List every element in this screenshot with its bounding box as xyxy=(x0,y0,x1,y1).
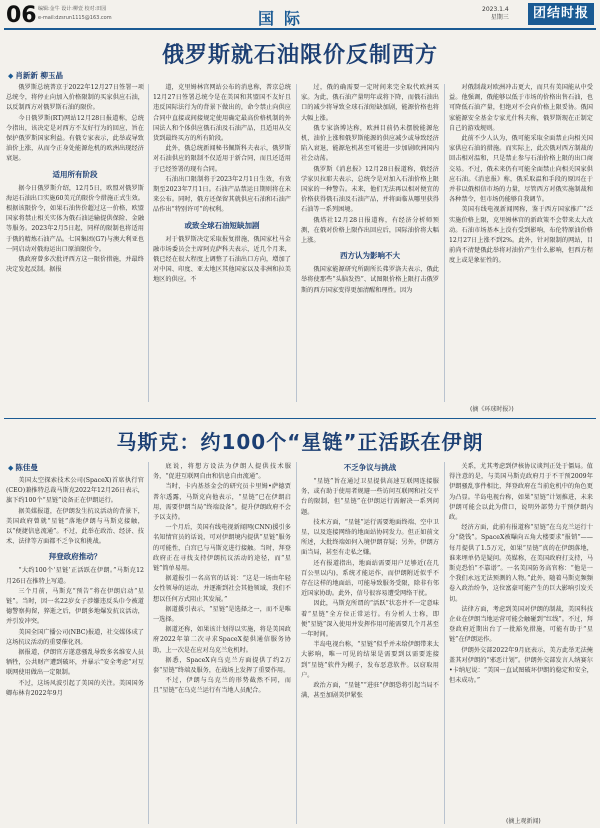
article2-source: (摘上观新闻) xyxy=(506,818,541,825)
paragraph: 俄国家能源研究所副所长弗罗洛夫表示，俄此举将使那些“头脑发热”、试图限价格上限打击俄罗斯的西方国家变得更加清醒和理性。因为 xyxy=(301,266,439,294)
page-number: 06 xyxy=(6,3,37,28)
paragraph: “大约100个‘星链’正活跃在伊朗。”马斯克12月26日在推特上写道。 xyxy=(6,567,144,585)
paragraph: 道，克里姆林宫网站公布的消息称，普京总统12月27日签署总统令是在美国和其盟国不友好且违反国际法行为的背景下做出的，命令禁止向供应合同中直接或间接规定使用确定最高价格机制的外国法人和个体供应俄石油及石油产品，且适用从交货到最终买方的所有阶段。 xyxy=(153,84,291,143)
paragraph: 据悉，SpaceX向乌克兰方面提供了约2万套“星链”终端及服务，在战场上发挥了重要作用。 xyxy=(153,656,291,675)
article2-column-4 xyxy=(449,462,593,814)
weekday-text: 星期三 xyxy=(490,14,509,21)
article1-column-1 xyxy=(6,83,144,405)
paragraph: 半岛电视台称，“星链”似乎并未给伊朗带来太大影响，唯一可见的结果是需要到以需要连接到“星链”软件为幌子，发布恶意软件。以窃取用户。 xyxy=(301,641,439,679)
contact-email: e-mail:dzsrun1115@163.com xyxy=(38,15,112,21)
article2-column-2 xyxy=(153,462,291,824)
column-divider xyxy=(444,84,445,402)
paragraph: 不过，这场风波引起了美国的关注。美国国务卿布林肯2022年9月 xyxy=(6,679,144,697)
article1-headline: 俄罗斯就石油限价反制西方 xyxy=(161,43,438,68)
section-subheading: 或致全球石油短缺加剧 xyxy=(184,220,260,230)
paragraph: 政治方面，“星链”“进驻”伊朗恐将引起当局不满，甚至加剧美伊紧张 xyxy=(301,682,439,700)
paragraph: 俄塔社12月28日报道称，有经济分析师预测，在俄对价格上限作出回应后，国际油价将大幅上涨。 xyxy=(301,216,439,245)
section-title: 国际 xyxy=(258,9,311,28)
paragraph: “星链”旨在通过卫星提供高速互联网连接服务，或有助于使用者规避一些访问互联网和社交平台的限制，但“星链”在伊朗运行需解决一系列问题。 xyxy=(301,478,439,516)
article1-column-4 xyxy=(449,83,593,403)
paragraph: 技术方面，“星链”运行需要地面终端、空中卫星，以及连接网络的地面站协同发力。但正如前文所述，大批终端如何入境伊朗存疑；另外，伊朗方面当局，甚至有走私之嫌。 xyxy=(301,518,439,557)
article2-byline: ◆ 陈佳曼 xyxy=(8,462,38,473)
column-divider xyxy=(148,84,149,402)
paragraph: 美国太空探索技术公司(SpaceX)首席执行官(CEO)兼推特总裁马斯克2022年12月26日表示，旗下约100个“星链”设备正在伊朗运行。 xyxy=(6,477,144,505)
paragraph: 经济方面，此前有报道称“星链”在乌克兰运行十分“烧钱”。SpaceX被曝向五角大楼要求“报销”——每月提供了1.5万元，如果“星链”真的在伊朗落地，谁来埋单仍是疑问。英媒称，在美国政府打支持，马斯克恐怕“不靠谱”。一名美国防务高官称：“他是一个我们永远无法预测的人物。”此外，随着马斯克频频卷入政治纷争，这位富豪可能产生的巨大影响引发关切。 xyxy=(449,524,593,603)
paragraph: 石油出口限制将于2023年2月1日生效，有效期至2023年7月1日。石油产品禁运日期则将在未来公布。同时，俄方还保留其就供应石油和石油产品作出“特别许可”的权利。 xyxy=(153,175,291,214)
column-divider xyxy=(148,462,149,824)
paragraph: 当时，卡内基基金会的研究员卡里姆•萨德贾普尔透露，马斯克向他表示，“星链”已在伊朗启用，需要伊朗当局“终端设备”。提升伊朗政府不会予以支持。 xyxy=(153,483,291,522)
paragraph: 据道报引一名高官的话说：“这是一场由年轻女性领导的运动，并逐渐到社会其他领域，我们不想以任何方式阻止其发展。” xyxy=(153,575,291,603)
paragraph: 底说，将想方设法为伊朗人提供技术服务，“促进互联网自由和信息自由流通”。 xyxy=(153,463,291,481)
section-subheading: 西方认为影响不大 xyxy=(340,251,400,261)
paragraph: 一个月后，美国有线电视新闻网(CNN)援引多名知情官员的话说，可对伊朗境内提供“星链”服务的可能性，白宫已与马斯克进行接触。当时，拜登政府正在寻找支持伊朗抗议活动的途径，而“星链”简单易用。 xyxy=(153,524,291,573)
paragraph: 对俄制裁对欧洲冲击更大，而只有美国能从中受益。他强调，俄能够以低于市场的价格出售石油，也可降低石油产量，但绝对不会向价格上限妥协。俄国家能源安全基金专家尤什科夫称，俄罗斯现在正制定自己的游戏规则。 xyxy=(449,84,593,132)
article-divider xyxy=(4,418,596,419)
section-subheading: 适用所有阶段 xyxy=(52,169,98,179)
editors-credit: 编辑:金牛 设计:柳壹 校对:田园 xyxy=(38,6,107,12)
article1-source: (摘《环球时报》) xyxy=(470,406,514,413)
masthead-divider xyxy=(4,28,596,30)
paragraph: 俄政府曾多次批评西方这一限价措施，并最终决定发起反制。据报 xyxy=(6,256,144,274)
paragraph: 对于俄罗斯决定采取报复措施，俄国家杜马金融市场委员会主席阿克萨科夫表示，近几个月来，俄已经在很大程度上调整了石油出口方向，增加了对中国、印度、亚太地区其他国家以及非洲和拉美地区的供应。不 xyxy=(153,235,291,284)
paragraph: 美国全国广播公司(NBC)报道，社交媒体成了这场抗议活动的重要催化剂。 xyxy=(6,628,144,646)
paragraph: 因此，马斯克所谓的“活跃”状态并不一定意味着“星链”全方位正常运行。有分析人士称，即便“星链”深入使用并发挥作用可能需要几个月甚至一年时间。 xyxy=(301,600,439,639)
article1-byline: ◆ 肖新新 柳玉晶 xyxy=(8,70,63,81)
paragraph: 此前不少人认为，俄可能采取全面禁止向相关国家供应石油的措施。而实际上，此次俄对西方制裁的回击相对温和，只是禁止参与石油价格上限的出口商交易。不过，俄未来仍有可能全面禁止向相关国家供应石油。《消息报》称，俄采取温和手段的原因在于并非以俄相信市场的力量，尽管西方对俄实施制裁和各种禁令，但市场仍能够自我调节。 xyxy=(449,135,593,204)
paragraph: 据道还称，如果该计划得以实施，将是美国政府2022年第二次寻求SpaceX提供通信服务协助，上一次是在应对乌克兰危机时。 xyxy=(153,626,291,654)
paragraph: 据今日俄罗斯介绍，12月5日，欧盟对俄罗斯海运石油出口实施60美元的限价令措施正式生效。根据该限价令，如果石油售价超过这一价格，欧盟国家将禁止相关实体为俄石油运输提供保险、金融等服务。2023年2月5日起，同样的限制也将适用于俄的精炼石油产品。七国集团(G7)与澳大利亚也一同启动对俄海运出口原油限价令。 xyxy=(6,184,144,253)
column-divider xyxy=(296,84,297,402)
paragraph: 不过，伊朗与乌克兰的形势截然不同，而且“星链”在乌克兰运行有当地人员配合。 xyxy=(153,677,291,695)
paragraph: 关系，尤其考虑到伊核协议谈判正处于僵局。值得注意的是，与美国马斯克政府月于不干预2009年伊朗骚乱事件相比，拜登政府在当前危机中的角色更为凸显。半岛电视台称，如果“星链”计划推进，未来伊朗可能会以此为借口，说明外部势力干预伊朗内政。 xyxy=(449,463,593,522)
paragraph: 今日俄罗斯(RT)网站12月28日报道称，总统令指出，该决定是对西方不友好行为的回应，旨在保护俄罗斯国家利益。有俄专家表示，此举或导致油价上涨，从而令正身处能源危机的欧洲出现经济衰退。 xyxy=(6,114,144,163)
article2-column-3 xyxy=(301,458,439,824)
paragraph: 俄罗斯总统普京于2022年12月27日签署一项总统令，将停止向加入价格限制的买家供应石油，以反制西方对俄罗斯石油的限价。 xyxy=(6,84,144,112)
paragraph: 俄专家洛博达称，欧洲目前仍未摆脱能源危机，油价上涨和俄罗斯能源的供应减少或导致经济陷入衰退，能源危机甚至可能进一步加剧欧洲国内社会动荡。 xyxy=(301,124,439,163)
paragraph: 三个月前，马斯克“预告”将在伊朗启动“星链”。当时，因一名22岁女子涉嫌违反头巾令被道德警察拘留，猝逝之后，伊朗多地爆发抗议活动，并引发冲突。 xyxy=(6,587,144,626)
paragraph: 据报道，伊朗官方遂意骚乱导致多名维安人员牺牲，公共财产遭到破坏，并暴示“安全考虑”对互联网使用做出一定限制。 xyxy=(6,649,144,677)
section-subheading: 不乏争议与挑战 xyxy=(343,463,397,472)
article1-column-2 xyxy=(153,83,291,405)
page-masthead xyxy=(0,0,600,36)
paragraph: 此外，俄总统新闻秘书佩斯科夫表示，俄罗斯对石油供应的限制不仅适用于新合同，而且还适用于已经签署的现有合同。 xyxy=(153,145,291,173)
column-divider xyxy=(296,462,297,824)
date-text: 2023.1.4 xyxy=(482,6,509,13)
paragraph: 据道援引表示，“星链”是选择之一，而不是唯一选择。 xyxy=(153,605,291,624)
paragraph: 伊朗外交部2022年9月底表示，美方此举无法掩盖其对伊朗的“邪恶计划”。伊朗外交部发言人纳赛尔•卡纳尼说：“美国一直试图破坏伊朗的稳定和安全，但未成功。” xyxy=(449,646,593,685)
paragraph: 俄罗斯《消息报》12月28日报道称，俄经济学家贝拉耶夫表示，总统令是对加入石油价格上限国家的一种警告。未来，他们无法再以相对便宜的价格获得俄石油及石油产品，并将面临从哪里获得石油等一系列困境。 xyxy=(301,165,439,214)
column-divider xyxy=(444,462,445,824)
issue-date xyxy=(482,6,509,22)
section-subheading: 拜登政府推动？ xyxy=(48,552,102,562)
paragraph: 美国有线电视新闻网称，鉴于西方国家推广“泛实施价格上限，克里姆林宫的新政策不会带来太大改动。石油市场基本上没有受到影响，布伦特原油价格12月27日上涨不到2%。此外，针对限制的网站，目前尚不清楚俄此举将对油价产生什么影响，但西方程度上或是象征性的。 xyxy=(449,206,593,265)
paragraph: 过，俄的确需要一定时间来完全取代欧洲买家。为此，俄石油产量明年或将下降，而俄石油出口的减少将导致全球石油短缺加剧，能源价格也将大幅上涨。 xyxy=(301,84,439,122)
paragraph: 还有报道指出，地面站需要用户足够近(在几百公里以内)，系统才能运作，而伊朗附近似乎不存在这样的地面站，可能导致服务受限，除非有邻近国家协助。此外，信号很容易遭受网络干扰。 xyxy=(301,559,439,598)
paragraph: 法律方面，考虑到美国对伊朗的制裁，美国科技企业在伊朗当地运营可能会触碰到“红线”。不过，拜登政府近期出台了一批豁免措施，可能有助于“星链”在伊朗运作。 xyxy=(449,605,593,644)
article2-headline: 马斯克：约100个“星链”正活跃在伊朗 xyxy=(116,430,484,454)
article1-column-3 xyxy=(301,83,439,405)
paragraph: 据美媒报道，在伊朗发生抗议活动的背景下，美国政府曾就“星链”落地伊朗与马斯克接触，以“便捷信息流通”。不过，此举在政治、经济、技术、法律等方面都不乏争议和挑战。 xyxy=(6,507,144,546)
newspaper-logo: 团结时报 xyxy=(528,3,594,25)
article2-column-1 xyxy=(6,476,144,824)
